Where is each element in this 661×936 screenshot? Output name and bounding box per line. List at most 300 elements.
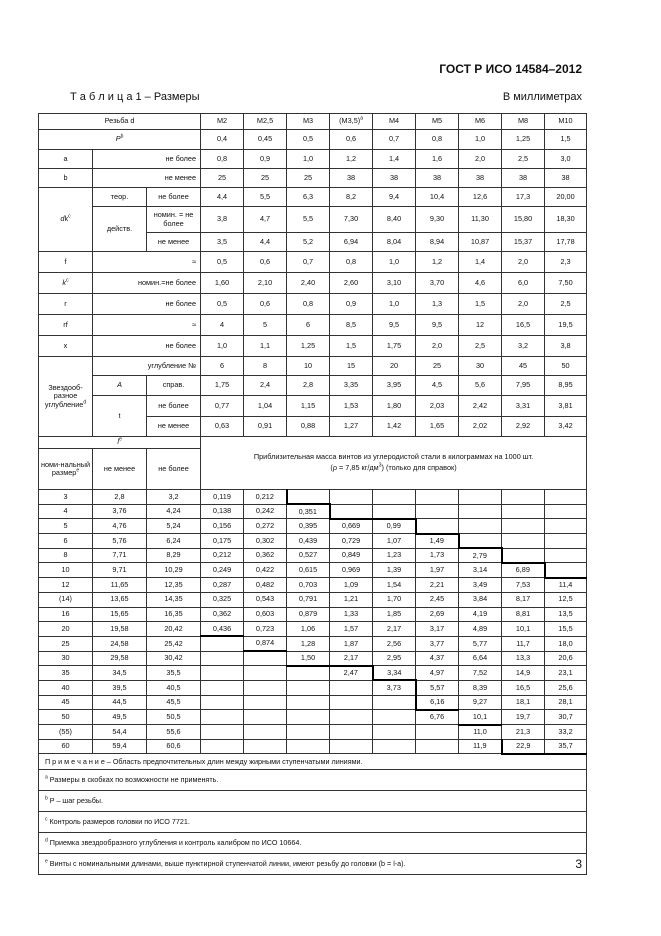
b-condition: не менее bbox=[93, 169, 201, 188]
row-f bbox=[39, 252, 587, 273]
row-k bbox=[39, 273, 587, 294]
mass-value bbox=[545, 519, 587, 534]
P-value-8: 1,25 bbox=[502, 130, 545, 150]
A-value-1: 1,75 bbox=[201, 376, 244, 396]
mass-row bbox=[39, 504, 587, 519]
mass-value: 0,703 bbox=[287, 578, 330, 593]
mass-value bbox=[330, 695, 373, 710]
mass-value bbox=[502, 519, 545, 534]
size-col-4: $(M3,5)^a$ bbox=[330, 114, 373, 130]
mass-value: 5,57 bbox=[416, 680, 459, 695]
mass-value: 0,436 bbox=[201, 622, 244, 637]
mass-value: 1,97 bbox=[416, 563, 459, 578]
mass-row bbox=[39, 592, 587, 607]
nominal-length: 3 bbox=[39, 490, 93, 505]
mass-value: 0,175 bbox=[201, 534, 244, 549]
lmax-header: не более bbox=[147, 449, 201, 490]
size-col-1: M2 bbox=[201, 114, 244, 130]
mass-value: 1,87 bbox=[330, 636, 373, 651]
rf-condition: ≈ bbox=[93, 315, 201, 336]
mass-value bbox=[287, 666, 330, 681]
f-value-4: 0,8 bbox=[330, 252, 373, 273]
t-max-value-2: 1,04 bbox=[244, 396, 287, 417]
mass-value: 2,45 bbox=[416, 592, 459, 607]
dk-teor-value-2: 5,5 bbox=[244, 188, 287, 207]
recess-no-value-1: 6 bbox=[201, 357, 244, 376]
r-condition: не более bbox=[93, 294, 201, 315]
dk-min-value-4: 6,94 bbox=[330, 233, 373, 252]
mass-value bbox=[330, 725, 373, 740]
recess-no-value-2: 8 bbox=[244, 357, 287, 376]
recess-no-value-9: 50 bbox=[545, 357, 587, 376]
mass-row bbox=[39, 490, 587, 505]
length-max: 50,5 bbox=[147, 710, 201, 725]
dk-nom-value-9: 18,30 bbox=[545, 207, 587, 233]
mass-value: 3,84 bbox=[459, 592, 502, 607]
length-min: 44,5 bbox=[93, 695, 147, 710]
t-min-value-8: 2,92 bbox=[502, 417, 545, 437]
mass-value: 8,17 bbox=[502, 592, 545, 607]
dk-teor-label: теор. bbox=[93, 188, 147, 207]
dk-min-condition: не менее bbox=[147, 233, 201, 252]
mass-value: 10,1 bbox=[502, 622, 545, 637]
mass-value: 1,49 bbox=[416, 534, 459, 549]
length-min: 39,5 bbox=[93, 680, 147, 695]
rf-value-2: 5 bbox=[244, 315, 287, 336]
mass-value: 14,9 bbox=[502, 666, 545, 681]
mass-value: 0,482 bbox=[244, 578, 287, 593]
mass-value: 2,69 bbox=[416, 607, 459, 622]
dk-teor-value-8: 17,3 bbox=[502, 188, 545, 207]
mass-value: 16,5 bbox=[502, 680, 545, 695]
r-value-9: 2,5 bbox=[545, 294, 587, 315]
x-value-6: 2,0 bbox=[416, 336, 459, 357]
size-col-8: M8 bbox=[502, 114, 545, 130]
mass-value bbox=[545, 534, 587, 549]
dk-min-value-9: 17,78 bbox=[545, 233, 587, 252]
mass-value: 11,4 bbox=[545, 578, 587, 593]
b-value-8: 38 bbox=[502, 169, 545, 188]
a-value-5: 1,4 bbox=[373, 150, 416, 169]
a-value-3: 1,0 bbox=[287, 150, 330, 169]
P-value-6: 0,8 bbox=[416, 130, 459, 150]
length-min: 15,65 bbox=[93, 607, 147, 622]
r-value-8: 2,0 bbox=[502, 294, 545, 315]
label-l: $l^e$ bbox=[39, 437, 201, 449]
mass-value: 1,06 bbox=[287, 622, 330, 637]
mass-value bbox=[373, 490, 416, 505]
mass-row bbox=[39, 739, 587, 754]
mass-value bbox=[459, 519, 502, 534]
t-max-value-9: 3,81 bbox=[545, 396, 587, 417]
k-value-4: 2,60 bbox=[330, 273, 373, 294]
t-max-value-6: 2,03 bbox=[416, 396, 459, 417]
dk-nom-value-8: 15,80 bbox=[502, 207, 545, 233]
mass-value: 13,5 bbox=[545, 607, 587, 622]
mass-value: 19,7 bbox=[502, 710, 545, 725]
mass-value: 0,242 bbox=[244, 504, 287, 519]
x-value-4: 1,5 bbox=[330, 336, 373, 357]
k-condition: номин.=не более bbox=[93, 273, 201, 294]
mass-value: 5,77 bbox=[459, 636, 502, 651]
dk-nom-value-4: 7,30 bbox=[330, 207, 373, 233]
rf-value-8: 16,5 bbox=[502, 315, 545, 336]
mass-value: 0,287 bbox=[201, 578, 244, 593]
f-condition: ≈ bbox=[93, 252, 201, 273]
mass-value bbox=[459, 490, 502, 505]
label-r: r bbox=[39, 294, 93, 315]
mass-row bbox=[39, 548, 587, 563]
size-col-2: M2,5 bbox=[244, 114, 287, 130]
mass-value bbox=[416, 490, 459, 505]
mass-value bbox=[330, 504, 373, 519]
length-min: 2,8 bbox=[93, 490, 147, 505]
a-value-7: 2,0 bbox=[459, 150, 502, 169]
mass-value bbox=[373, 710, 416, 725]
mass-value: 25,6 bbox=[545, 680, 587, 695]
footnote-b: $^b$ P – шаг резьбы. bbox=[39, 791, 587, 812]
mass-value: 0,302 bbox=[244, 534, 287, 549]
mass-value bbox=[201, 680, 244, 695]
mass-value bbox=[416, 504, 459, 519]
mass-row bbox=[39, 519, 587, 534]
mass-value: 4,97 bbox=[416, 666, 459, 681]
length-min: 34,5 bbox=[93, 666, 147, 681]
t-min-value-4: 1,27 bbox=[330, 417, 373, 437]
mass-value bbox=[244, 680, 287, 695]
dk-min-value-8: 15,37 bbox=[502, 233, 545, 252]
row-b bbox=[39, 169, 587, 188]
t-min-value-3: 0,88 bbox=[287, 417, 330, 437]
mass-row bbox=[39, 680, 587, 695]
mass-value: 0,212 bbox=[201, 548, 244, 563]
size-col-6: M5 bbox=[416, 114, 459, 130]
mass-value: 11,7 bbox=[502, 636, 545, 651]
mass-value: 33,2 bbox=[545, 725, 587, 740]
a-value-1: 0,8 bbox=[201, 150, 244, 169]
b-value-9: 38 bbox=[545, 169, 587, 188]
table-caption: Т а б л и ц а 1 – Размеры bbox=[70, 91, 200, 103]
mass-value: 0,325 bbox=[201, 592, 244, 607]
mass-value: 0,723 bbox=[244, 622, 287, 637]
t-max-value-7: 2,42 bbox=[459, 396, 502, 417]
mass-value: 0,603 bbox=[244, 607, 287, 622]
mass-value: 0,615 bbox=[287, 563, 330, 578]
mass-value: 0,969 bbox=[330, 563, 373, 578]
rf-value-6: 9,5 bbox=[416, 315, 459, 336]
length-max: 5,24 bbox=[147, 519, 201, 534]
mass-value: 2,17 bbox=[330, 651, 373, 666]
b-value-3: 25 bbox=[287, 169, 330, 188]
row-a bbox=[39, 150, 587, 169]
mass-value bbox=[545, 548, 587, 563]
mass-value: 1,39 bbox=[373, 563, 416, 578]
mass-value: 11,0 bbox=[459, 725, 502, 740]
r-value-2: 0,6 bbox=[244, 294, 287, 315]
dk-min-value-6: 8,94 bbox=[416, 233, 459, 252]
mass-value: 2,17 bbox=[373, 622, 416, 637]
mass-value: 7,53 bbox=[502, 578, 545, 593]
r-value-3: 0,8 bbox=[287, 294, 330, 315]
thread-label: Резьба d bbox=[39, 114, 201, 130]
rf-value-9: 19,5 bbox=[545, 315, 587, 336]
length-max: 14,35 bbox=[147, 592, 201, 607]
A-condition: справ. bbox=[147, 376, 201, 396]
length-max: 35,5 bbox=[147, 666, 201, 681]
mass-value: 0,791 bbox=[287, 592, 330, 607]
mass-value: 8,81 bbox=[502, 607, 545, 622]
mass-value: 0,439 bbox=[287, 534, 330, 549]
mass-value: 0,879 bbox=[287, 607, 330, 622]
mass-value: 6,76 bbox=[416, 710, 459, 725]
dk-nom-condition: номин. = не более bbox=[147, 207, 201, 233]
P-value-5: 0,7 bbox=[373, 130, 416, 150]
t-max-value-8: 3,31 bbox=[502, 396, 545, 417]
f-value-8: 2,0 bbox=[502, 252, 545, 273]
dk-deystv-label: действ. bbox=[93, 207, 147, 252]
size-col-9: M10 bbox=[545, 114, 587, 130]
mass-row bbox=[39, 695, 587, 710]
mass-value: 0,156 bbox=[201, 519, 244, 534]
mass-value: 6,89 bbox=[502, 563, 545, 578]
mass-value bbox=[330, 490, 373, 505]
row-rf bbox=[39, 315, 587, 336]
dk-teor-value-5: 9,4 bbox=[373, 188, 416, 207]
dk-min-value-1: 3,5 bbox=[201, 233, 244, 252]
nominal-size-header: номи-нальный размер$^e$ bbox=[39, 449, 93, 490]
A-value-7: 5,6 bbox=[459, 376, 502, 396]
t-min-value-7: 2,02 bbox=[459, 417, 502, 437]
label-dk: $dk^c$ bbox=[39, 188, 93, 252]
label-f: f bbox=[39, 252, 93, 273]
mass-value bbox=[330, 710, 373, 725]
P-value-7: 1,0 bbox=[459, 130, 502, 150]
mass-value: 0,874 bbox=[244, 636, 287, 651]
mass-value: 0,99 bbox=[373, 519, 416, 534]
size-col-3: M3 bbox=[287, 114, 330, 130]
dk-nom-value-1: 3,8 bbox=[201, 207, 244, 233]
dk-nom-value-7: 11,30 bbox=[459, 207, 502, 233]
mass-value bbox=[459, 504, 502, 519]
row-x bbox=[39, 336, 587, 357]
mass-value: 1,54 bbox=[373, 578, 416, 593]
mass-value bbox=[502, 548, 545, 563]
recess-no-value-7: 30 bbox=[459, 357, 502, 376]
footnote-row bbox=[39, 833, 587, 854]
mass-value: 1,21 bbox=[330, 592, 373, 607]
P-value-9: 1,5 bbox=[545, 130, 587, 150]
recess-no-value-5: 20 bbox=[373, 357, 416, 376]
mass-value: 0,849 bbox=[330, 548, 373, 563]
row-dk-teor bbox=[39, 188, 587, 207]
mass-value bbox=[502, 490, 545, 505]
b-value-7: 38 bbox=[459, 169, 502, 188]
mass-value: 0,669 bbox=[330, 519, 373, 534]
mass-value: 8,39 bbox=[459, 680, 502, 695]
k-value-7: 4,6 bbox=[459, 273, 502, 294]
r-value-1: 0,5 bbox=[201, 294, 244, 315]
A-value-5: 3,95 bbox=[373, 376, 416, 396]
P-value-4: 0,6 bbox=[330, 130, 373, 150]
mass-value bbox=[373, 504, 416, 519]
mass-value: 1,23 bbox=[373, 548, 416, 563]
mass-row bbox=[39, 563, 587, 578]
mass-value bbox=[502, 504, 545, 519]
header-row bbox=[39, 114, 587, 130]
label-A: A bbox=[93, 376, 147, 396]
mass-value: 0,351 bbox=[287, 504, 330, 519]
mass-value bbox=[201, 651, 244, 666]
mass-value: 0,422 bbox=[244, 563, 287, 578]
r-value-6: 1,3 bbox=[416, 294, 459, 315]
mass-value: 0,362 bbox=[244, 548, 287, 563]
mass-value: 6,16 bbox=[416, 695, 459, 710]
t-max-value-1: 0,77 bbox=[201, 396, 244, 417]
x-value-8: 3,2 bbox=[502, 336, 545, 357]
mass-value: 18,0 bbox=[545, 636, 587, 651]
mass-value bbox=[545, 504, 587, 519]
mass-value: 12,5 bbox=[545, 592, 587, 607]
length-max: 45,5 bbox=[147, 695, 201, 710]
mass-value bbox=[545, 490, 587, 505]
t-min-value-2: 0,91 bbox=[244, 417, 287, 437]
mass-value bbox=[459, 534, 502, 549]
mass-value bbox=[373, 739, 416, 754]
x-value-2: 1,1 bbox=[244, 336, 287, 357]
mass-value: 21,3 bbox=[502, 725, 545, 740]
f-value-2: 0,6 bbox=[244, 252, 287, 273]
mass-value: 7,52 bbox=[459, 666, 502, 681]
footnote-c: $^c$ Контроль размеров головки по ИСО 7721. bbox=[39, 812, 587, 833]
row-r bbox=[39, 294, 587, 315]
mass-value: 20,6 bbox=[545, 651, 587, 666]
mass-value bbox=[330, 680, 373, 695]
label-a: a bbox=[39, 150, 93, 169]
preferred-length-note: П р и м е ч а н и е – Область предпочтительных длин между жирными ступенчатыми линиями. bbox=[39, 754, 587, 770]
A-value-3: 2,8 bbox=[287, 376, 330, 396]
mass-value bbox=[416, 739, 459, 754]
b-value-6: 38 bbox=[416, 169, 459, 188]
mass-value: 1,09 bbox=[330, 578, 373, 593]
nominal-length: 4 bbox=[39, 504, 93, 519]
nominal-length: 60 bbox=[39, 739, 93, 754]
mass-value: 2,21 bbox=[416, 578, 459, 593]
mass-value: 23,1 bbox=[545, 666, 587, 681]
t-min-condition: не менее bbox=[147, 417, 201, 437]
f-value-9: 2,3 bbox=[545, 252, 587, 273]
recess-no-value-6: 25 bbox=[416, 357, 459, 376]
mass-value bbox=[416, 725, 459, 740]
mass-value bbox=[244, 710, 287, 725]
length-max: 6,24 bbox=[147, 534, 201, 549]
x-value-9: 3,8 bbox=[545, 336, 587, 357]
nominal-length: 45 bbox=[39, 695, 93, 710]
mass-row bbox=[39, 636, 587, 651]
mass-value bbox=[287, 739, 330, 754]
recess-no-label: углубление № bbox=[93, 357, 201, 376]
nominal-length: 35 bbox=[39, 666, 93, 681]
mass-value bbox=[373, 695, 416, 710]
size-col-5: M4 bbox=[373, 114, 416, 130]
length-min: 13,65 bbox=[93, 592, 147, 607]
mass-value bbox=[244, 725, 287, 740]
mass-row bbox=[39, 607, 587, 622]
lmin-header: не менее bbox=[93, 449, 147, 490]
length-min: 49,5 bbox=[93, 710, 147, 725]
mass-value bbox=[201, 695, 244, 710]
t-min-value-6: 1,65 bbox=[416, 417, 459, 437]
dk-teor-value-1: 4,4 bbox=[201, 188, 244, 207]
dk-min-value-2: 4,4 bbox=[244, 233, 287, 252]
x-value-5: 1,75 bbox=[373, 336, 416, 357]
mass-value: 2,79 bbox=[459, 548, 502, 563]
length-max: 10,29 bbox=[147, 563, 201, 578]
mass-value: 0,362 bbox=[201, 607, 244, 622]
A-value-4: 3,35 bbox=[330, 376, 373, 396]
mass-value: 0,527 bbox=[287, 548, 330, 563]
b-value-2: 25 bbox=[244, 169, 287, 188]
mass-value: 1,73 bbox=[416, 548, 459, 563]
dk-nom-value-6: 9,30 bbox=[416, 207, 459, 233]
A-value-9: 8,95 bbox=[545, 376, 587, 396]
mass-value bbox=[244, 739, 287, 754]
mass-value: 0,729 bbox=[330, 534, 373, 549]
page-number: 3 bbox=[575, 857, 582, 871]
length-max: 60,6 bbox=[147, 739, 201, 754]
k-value-6: 3,70 bbox=[416, 273, 459, 294]
nominal-length: (14) bbox=[39, 592, 93, 607]
footnote-row bbox=[39, 812, 587, 833]
mass-value bbox=[502, 534, 545, 549]
mass-value: 3,73 bbox=[373, 680, 416, 695]
mass-value: 1,28 bbox=[287, 636, 330, 651]
mass-value: 28,1 bbox=[545, 695, 587, 710]
mass-value bbox=[330, 739, 373, 754]
P-value-2: 0,45 bbox=[244, 130, 287, 150]
nominal-length: 25 bbox=[39, 636, 93, 651]
a-value-8: 2,5 bbox=[502, 150, 545, 169]
length-max: 30,42 bbox=[147, 651, 201, 666]
length-max: 8,29 bbox=[147, 548, 201, 563]
x-value-1: 1,0 bbox=[201, 336, 244, 357]
nominal-length: (55) bbox=[39, 725, 93, 740]
t-max-value-3: 1,15 bbox=[287, 396, 330, 417]
footnote-a: $^a$ Размеры в скобках по возможности не применять. bbox=[39, 770, 587, 791]
mass-value bbox=[244, 666, 287, 681]
length-max: 40,5 bbox=[147, 680, 201, 695]
note-row bbox=[39, 754, 587, 770]
footnote-e: $^e$ Винты с номинальными длинами, выше пунктирной ступенчатой линии, имеют резьбу до головки (b = l-a). bbox=[39, 854, 587, 875]
length-min: 4,76 bbox=[93, 519, 147, 534]
footnote-d: $^d$ Приемка звездообразного углубления и контроль калибром по ИСО 10664. bbox=[39, 833, 587, 854]
mass-value: 30,7 bbox=[545, 710, 587, 725]
k-value-8: 6,0 bbox=[502, 273, 545, 294]
length-min: 59,4 bbox=[93, 739, 147, 754]
f-value-3: 0,7 bbox=[287, 252, 330, 273]
x-value-7: 2,5 bbox=[459, 336, 502, 357]
dk-teor-value-3: 6,3 bbox=[287, 188, 330, 207]
k-value-9: 7,50 bbox=[545, 273, 587, 294]
mass-value: 0,138 bbox=[201, 504, 244, 519]
dk-teor-condition: не более bbox=[147, 188, 201, 207]
mass-value: 18,1 bbox=[502, 695, 545, 710]
mass-value: 0,543 bbox=[244, 592, 287, 607]
b-value-1: 25 bbox=[201, 169, 244, 188]
f-value-6: 1,2 bbox=[416, 252, 459, 273]
nominal-length: 12 bbox=[39, 578, 93, 593]
row-recess-no bbox=[39, 357, 587, 376]
mass-row bbox=[39, 651, 587, 666]
